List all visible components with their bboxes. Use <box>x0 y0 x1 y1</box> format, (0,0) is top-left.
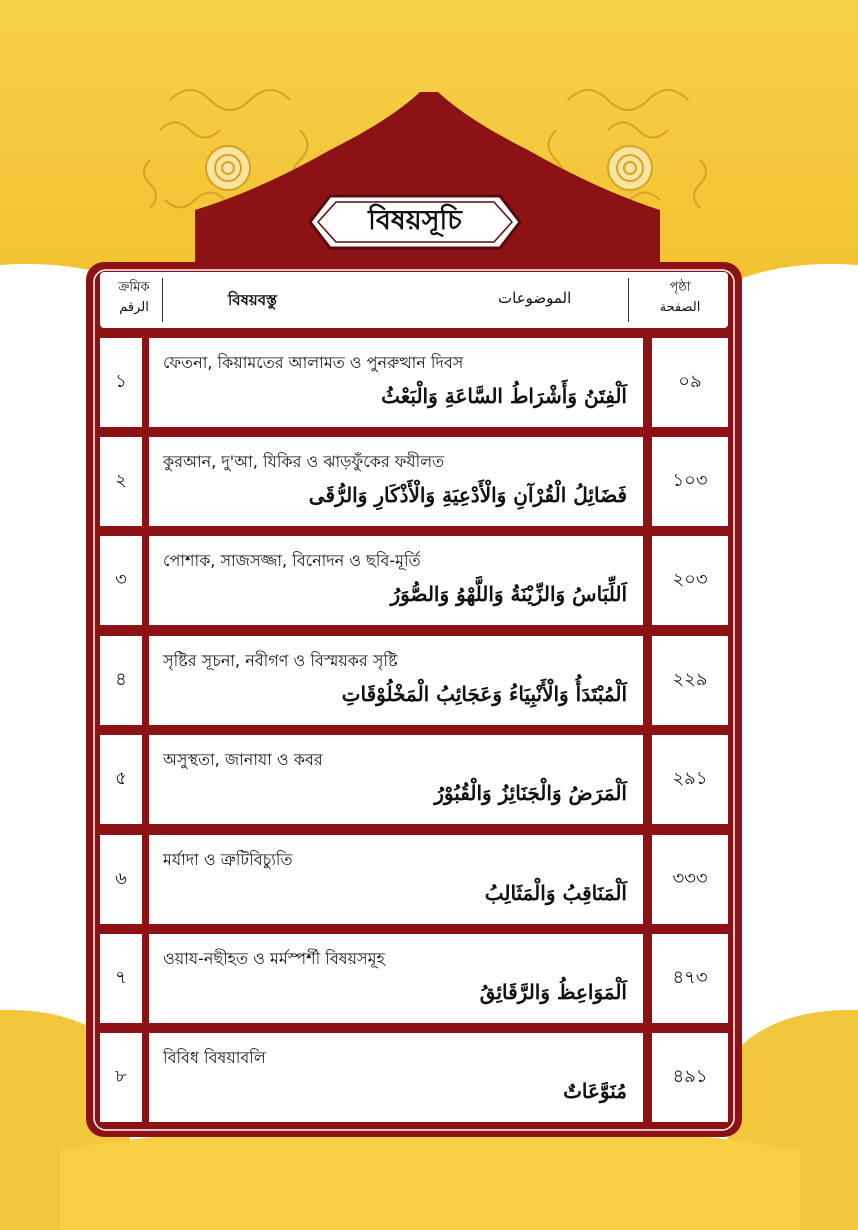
subject-bengali: ওয়ায-নছীহত ও মর্মস্পর্শী বিষয়সমূহ <box>163 949 385 968</box>
subject-bengali: ফেতনা, কিয়ামতের আলামত ও পুনরুত্থান দিবস <box>163 353 464 372</box>
row-page-number: ৩৩৩ <box>652 835 728 924</box>
toc-row[interactable] <box>100 338 728 427</box>
row-subject <box>149 536 643 625</box>
row-number: ৭ <box>100 934 142 1023</box>
subject-arabic: اَلْمَرَضُ وَالْجَنَائِزُ وَالْقُبُوْرُ <box>434 781 627 805</box>
toc-row[interactable] <box>100 735 728 824</box>
header-serial-arabic: الرقم <box>119 300 149 315</box>
toc-row[interactable] <box>100 1033 728 1122</box>
row-page-number: ০৯ <box>652 338 728 427</box>
row-subject <box>149 338 643 427</box>
row-page-number: ৪৯১ <box>652 1033 728 1122</box>
row-subject <box>149 1033 643 1122</box>
page-title: বিষয়সূচি <box>368 204 462 236</box>
subject-arabic: اَلْمُبْتَدَأُ وَالْأَنْبِيَاءُ وَعَجَائِبُ الْمَخْلُوْقَاتِ <box>341 682 627 706</box>
row-number: ১ <box>100 338 142 427</box>
row-subject <box>149 735 643 824</box>
row-number: ২ <box>100 437 142 526</box>
subject-bengali: বিবিধ বিষয়াবলি <box>163 1048 266 1067</box>
subject-arabic: اَلْمَوَاعِظُ وَالرَّقَائِقُ <box>479 980 627 1004</box>
row-number: ৮ <box>100 1033 142 1122</box>
subject-arabic: فَضَائِلُ الْقُرْآنِ وَالْأَدْعِيَةِ وَالْأَذْكَارِ وَالرُّقَى <box>308 483 627 507</box>
subject-bengali: পোশাক, সাজসজ্জা, বিনোদন ও ছবি-মূর্তি <box>163 551 421 570</box>
row-number: ৬ <box>100 835 142 924</box>
row-page-number: ২৯১ <box>652 735 728 824</box>
row-number: ৩ <box>100 536 142 625</box>
toc-row[interactable] <box>100 934 728 1023</box>
row-page-number: ২২৯ <box>652 636 728 725</box>
row-page-number: ১০৩ <box>652 437 728 526</box>
subject-arabic: اَلْمَنَاقِبُ وَالْمَثَالِبُ <box>484 881 627 905</box>
toc-row[interactable] <box>100 636 728 725</box>
toc-row[interactable] <box>100 437 728 526</box>
row-page-number: ২০৩ <box>652 536 728 625</box>
row-number: ৪ <box>100 636 142 725</box>
header-page-bengali: পৃষ্ঠা <box>669 280 691 295</box>
title-banner-box <box>310 196 520 248</box>
toc-row[interactable] <box>100 536 728 625</box>
subject-bengali: কুরআন, দু'আ, যিকির ও ঝাড়ফুঁকের ফযীলত <box>163 452 445 471</box>
row-number: ৫ <box>100 735 142 824</box>
row-subject <box>149 636 643 725</box>
subject-arabic: اَللِّبَاسُ وَالزِّيْنَةُ وَاللَّهْوُ وَالصُّوَرُ <box>390 582 627 606</box>
subject-bengali: সৃষ্টির সূচনা, নবীগণ ও বিস্ময়কর সৃষ্টি <box>163 651 398 670</box>
toc-row[interactable] <box>100 835 728 924</box>
header-subject-arabic: الموضوعات <box>498 289 572 307</box>
row-subject <box>149 835 643 924</box>
row-subject <box>149 934 643 1023</box>
header-divider <box>162 278 163 322</box>
row-subject <box>149 437 643 526</box>
header-page-arabic: الصفحة <box>659 300 701 315</box>
header-serial-bengali: ক্রমিক <box>118 280 150 295</box>
header-subject-bengali: বিষয়বস্তু <box>228 291 277 309</box>
subject-bengali: অসুস্থতা, জানাযা ও কবর <box>163 750 323 769</box>
subject-bengali: মর্যাদা ও ত্রুটিবিচ্যুতি <box>163 850 293 869</box>
table-header <box>100 272 728 328</box>
header-divider <box>628 278 629 322</box>
row-page-number: ৪৭৩ <box>652 934 728 1023</box>
subject-arabic: اَلْفِتَنُ وَأَشْرَاطُ السَّاعَةِ وَالْبَعْثُ <box>381 384 627 408</box>
subject-arabic: مُنَوَّعَاتٌ <box>563 1079 627 1103</box>
